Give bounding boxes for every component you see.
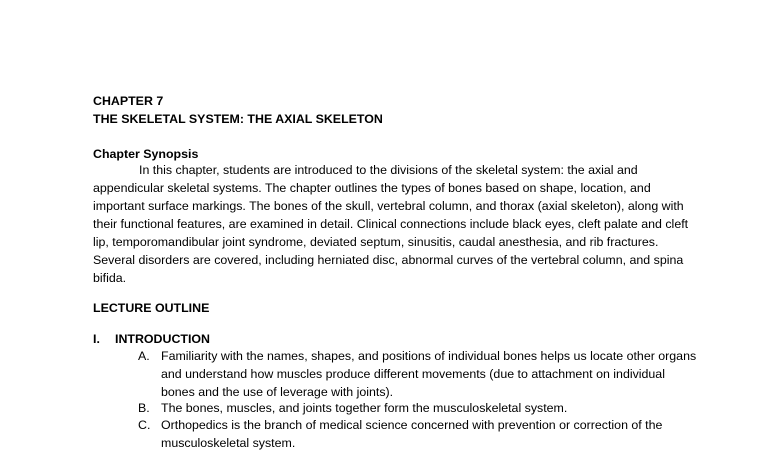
synopsis-heading: Chapter Synopsis bbox=[93, 147, 199, 161]
outline-item-letter: B. bbox=[138, 401, 150, 415]
outline-item-text: Orthopedics is the branch of medical science concerned with prevention or correction of the musculoskeletal system. bbox=[161, 418, 663, 450]
outline-item-letter: A. bbox=[138, 349, 150, 363]
section-title: INTRODUCTION bbox=[115, 332, 210, 346]
section-number: I. bbox=[93, 332, 100, 346]
chapter-title: THE SKELETAL SYSTEM: THE AXIAL SKELETON bbox=[93, 112, 383, 126]
outline-item-text: The bones, muscles, and joints together form the musculoskeletal system. bbox=[161, 401, 568, 415]
outline-item-letter: C. bbox=[138, 418, 151, 432]
lecture-outline-heading: LECTURE OUTLINE bbox=[93, 301, 210, 315]
synopsis-paragraph: In this chapter, students are introduced to the divisions of the skeletal system: the axial and appendicular skeletal systems. The chapter outlines the types of bones based on shape, location, and important surface markings. The bones of the skull, vertebral column, and thorax (axial skeleton), along with their functional features, are examined in detail. Clinical connections include black eyes, cleft palate and cleft lip, temporomandibular joint syndrome, deviated septum, sinusitis, caudal anesthesia, and rib fractures. Several disorders are covered, including herniated disc, abnormal curves of the vertebral column, and spina bifida. bbox=[93, 163, 689, 285]
chapter-number: CHAPTER 7 bbox=[93, 94, 164, 108]
outline-item-text: Familiarity with the names, shapes, and positions of individual bones helps us locate other organs and understand how muscles produce different movements (due to attachment on individual bones and the use of leverage with joints). bbox=[161, 349, 697, 399]
